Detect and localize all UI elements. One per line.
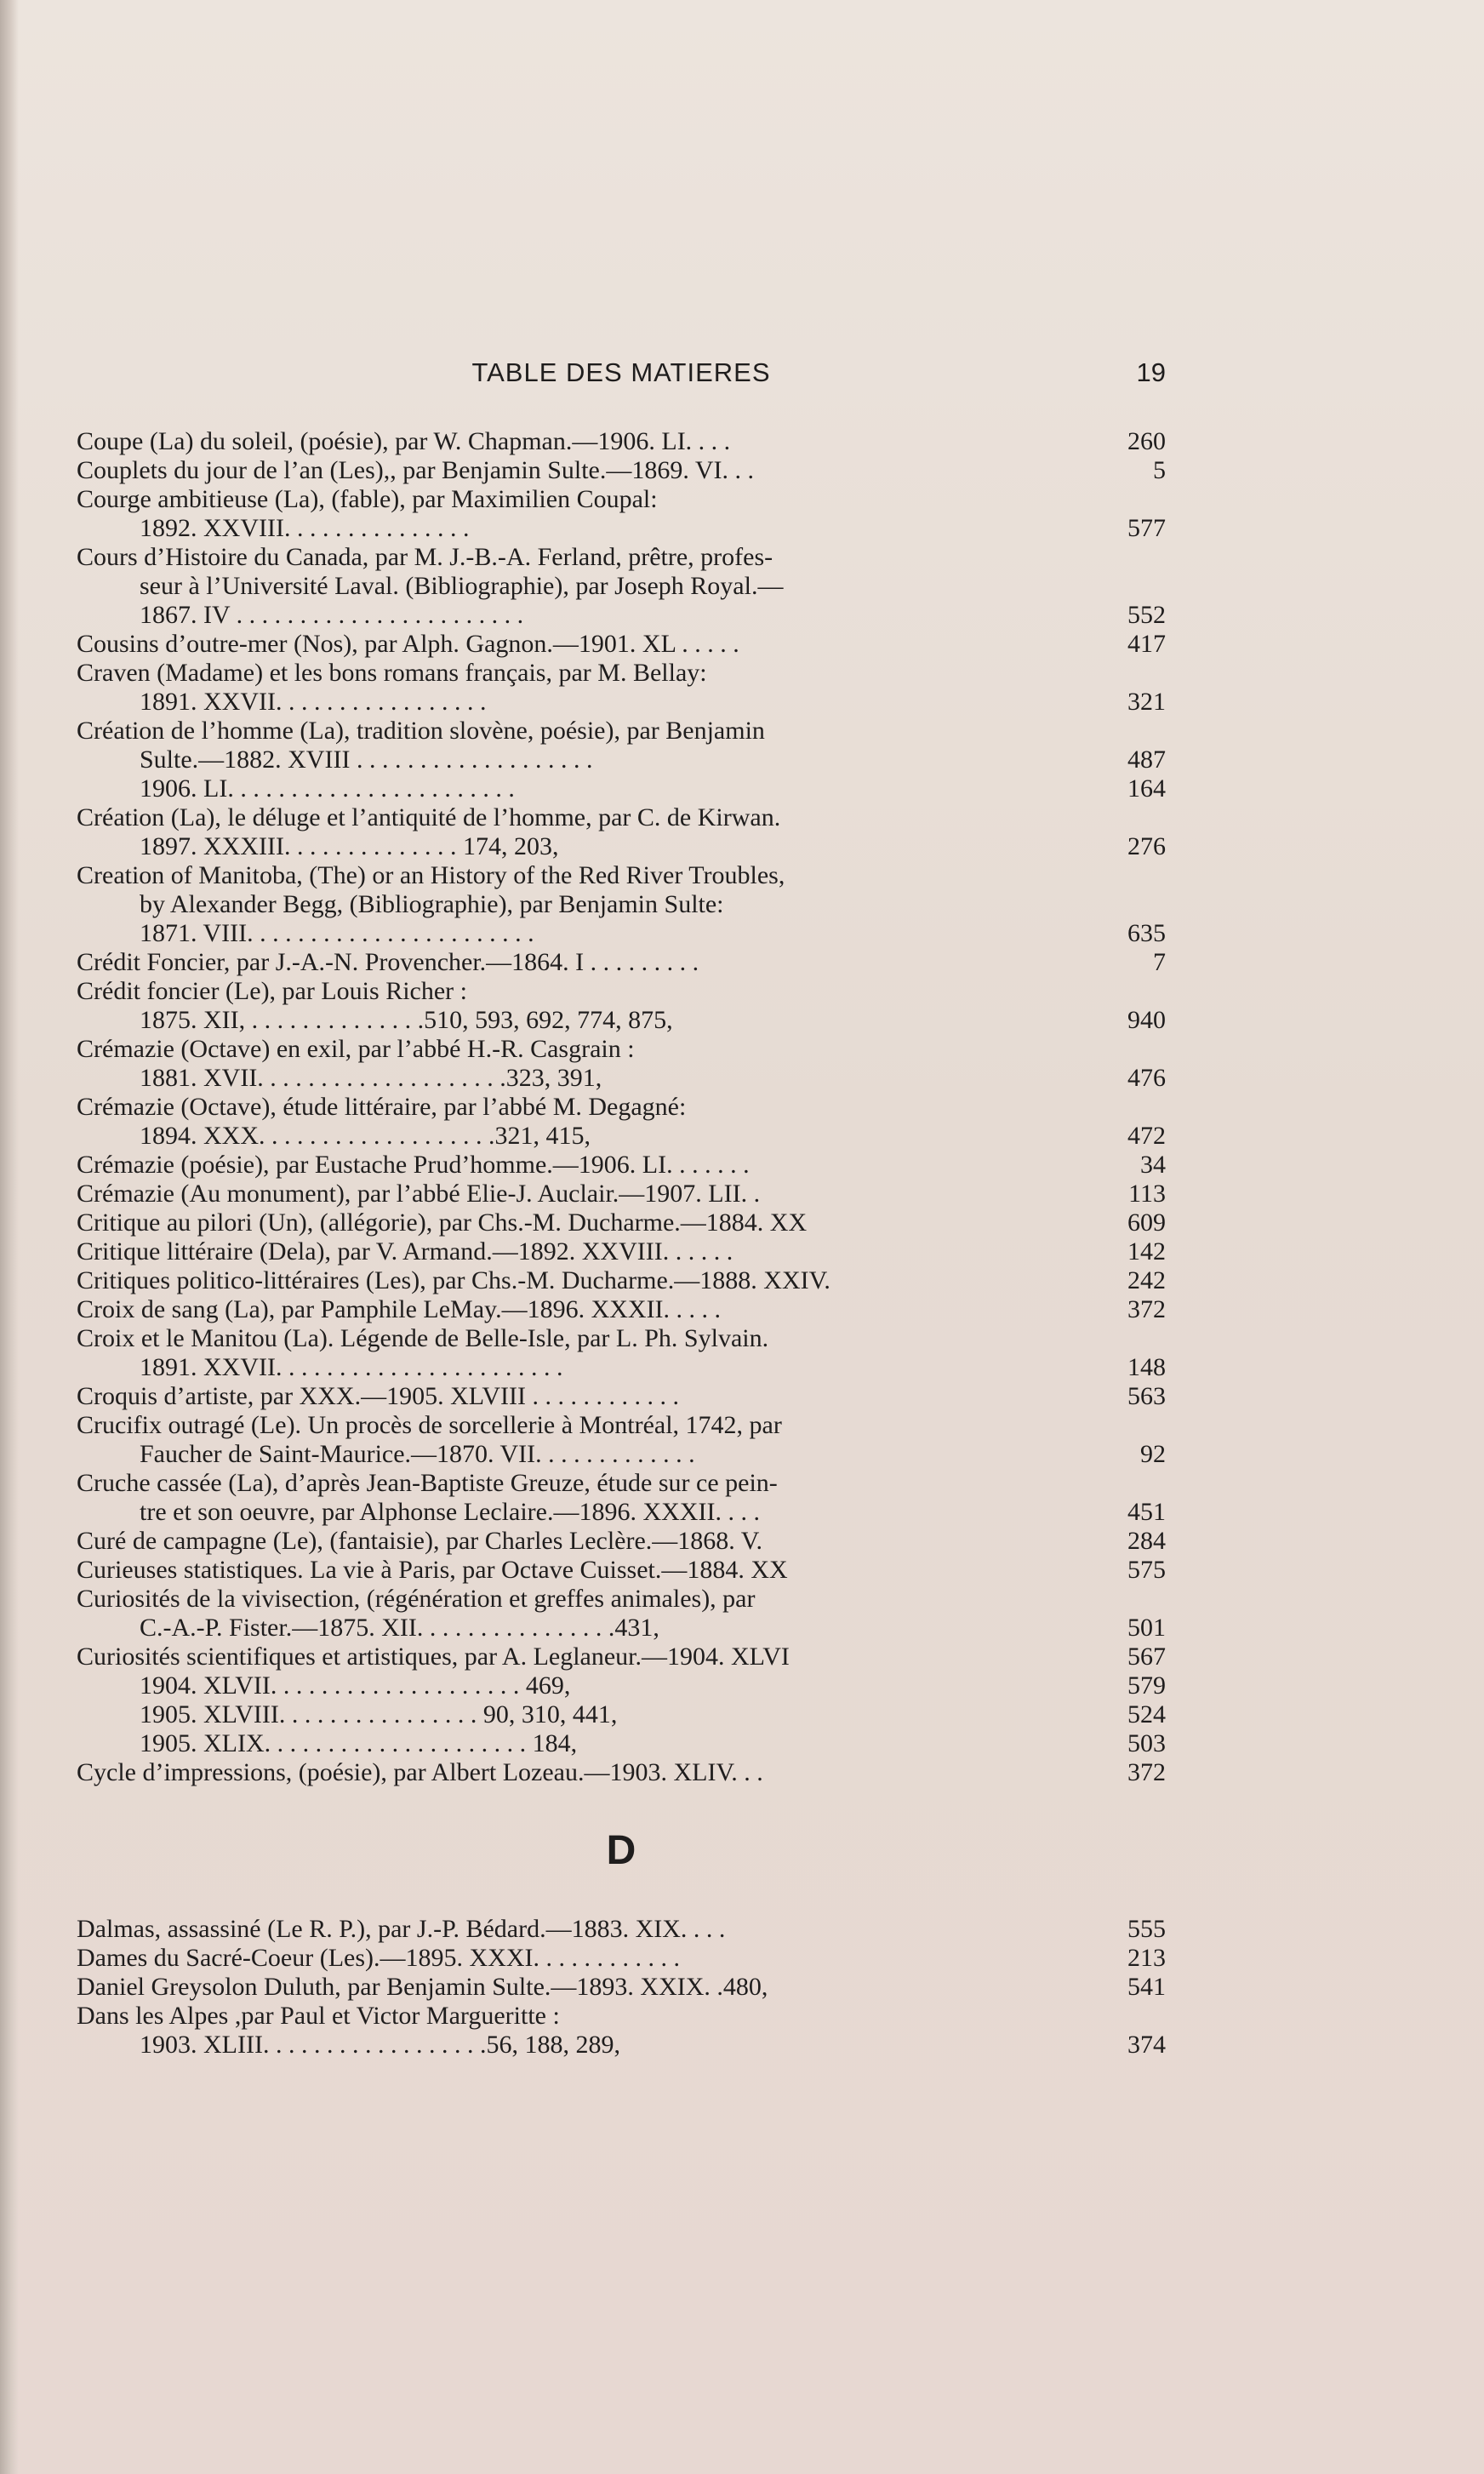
- index-entry: [77, 659, 1166, 717]
- index-entry: [77, 803, 1166, 861]
- index-entry-line: [77, 572, 1166, 601]
- index-entry: [77, 1973, 1166, 2002]
- index-entry: [77, 1527, 1166, 1556]
- running-title: TABLE DES MATIERES: [471, 357, 771, 387]
- index-entry: [77, 1382, 1166, 1411]
- entry-page-number: 524: [1127, 1700, 1166, 1728]
- index-entry-line: [77, 1614, 1166, 1643]
- index-entry-line: [77, 803, 1166, 832]
- entry-page-number: 260: [1127, 427, 1166, 455]
- entry-page-number: 5: [1153, 456, 1166, 484]
- index-entry: [77, 1237, 1166, 1266]
- index-entry-line: [77, 1035, 1166, 1064]
- index-entry: [77, 1324, 1166, 1382]
- index-entry: [77, 1295, 1166, 1324]
- entry-text: Curieuses statistiques. La vie à Paris, par Octave Cuisset.—1884. XX: [77, 1556, 788, 1584]
- entry-page-number: 552: [1127, 601, 1166, 629]
- entry-text: Croix de sang (La), par Pamphile LeMay.—1896. XXXII. . . . .: [77, 1295, 722, 1323]
- index-entry-line: [77, 1382, 1166, 1411]
- page-header: [77, 357, 1166, 398]
- index-entry: [77, 1585, 1166, 1643]
- index-entry-line: [77, 1498, 1166, 1527]
- entry-page-number: 374: [1127, 2031, 1166, 2059]
- entry-page-number: 501: [1127, 1614, 1166, 1642]
- index-entry: [77, 1411, 1166, 1469]
- entry-text: Croix et le Manitou (La). Légende de Belle-Isle, par L. Ph. Sylvain.: [77, 1324, 769, 1352]
- index-entry: [77, 1556, 1166, 1585]
- entry-text: 1906. LI. . . . . . . . . . . . . . . . . . . . . . .: [140, 774, 515, 803]
- entry-text: Crémazie (Au monument), par l’abbé Elie-J. Auclair.—1907. LII. .: [77, 1180, 761, 1208]
- index-entry-line: [77, 1440, 1166, 1469]
- index-entry: [77, 1151, 1166, 1180]
- index-entry-line: [77, 659, 1166, 688]
- entry-page-number: 34: [1140, 1151, 1166, 1179]
- entry-page-number: 372: [1127, 1295, 1166, 1323]
- index-entry: [77, 1944, 1166, 1973]
- index-entry: [77, 1035, 1166, 1093]
- entry-text: Crémazie (Octave) en exil, par l’abbé H.-R. Casgrain :: [77, 1035, 635, 1063]
- index-entry: [77, 485, 1166, 543]
- index-entry-line: [77, 977, 1166, 1006]
- index-entry-line: [77, 1915, 1166, 1944]
- entry-page-number: 541: [1127, 1973, 1166, 2001]
- entry-page-number: 563: [1127, 1382, 1166, 1410]
- index-entry-line: [77, 1671, 1166, 1700]
- entry-page-number: 372: [1127, 1758, 1166, 1786]
- entry-text: 1891. XXVII. . . . . . . . . . . . . . . . . . . . . . .: [140, 1353, 563, 1381]
- entry-page-number: 451: [1127, 1498, 1166, 1526]
- entry-text: Couplets du jour de l’an (Les),, par Benjamin Sulte.—1869. VI. . .: [77, 456, 754, 484]
- entry-text: Crucifix outragé (Le). Un procès de sorcellerie à Montréal, 1742, par: [77, 1411, 782, 1439]
- entry-page-number: 635: [1127, 919, 1166, 947]
- entry-text: Crémazie (poésie), par Eustache Prud’homme.—1906. LI. . . . . . .: [77, 1151, 750, 1179]
- entry-page-number: 575: [1127, 1556, 1166, 1584]
- entry-text: Crédit Foncier, par J.-A.-N. Provencher.—1864. I . . . . . . . . .: [77, 948, 699, 976]
- entry-text: Cruche cassée (La), d’après Jean-Baptiste Greuze, étude sur ce pein-: [77, 1469, 778, 1497]
- index-entry-line: [77, 1006, 1166, 1035]
- index-entry: [77, 1915, 1166, 1944]
- index-entry-line: [77, 890, 1166, 919]
- entry-page-number: 503: [1127, 1729, 1166, 1757]
- entry-text: Courge ambitieuse (La), (fable), par Maximilien Coupal:: [77, 485, 658, 513]
- index-entry-line: [77, 2002, 1166, 2031]
- index-entry-line: [77, 1944, 1166, 1973]
- index-entry-line: [77, 1295, 1166, 1324]
- index-entry-line: [77, 1729, 1166, 1758]
- index-entry: [77, 1093, 1166, 1151]
- entry-text: 1892. XXVIII. . . . . . . . . . . . . . .: [140, 514, 470, 542]
- entry-text: Coupe (La) du soleil, (poésie), par W. Chapman.—1906. LI. . . .: [77, 427, 731, 455]
- index-entry-line: [77, 1527, 1166, 1556]
- index-entry-line: [77, 2031, 1166, 2060]
- index-entry: [77, 1266, 1166, 1295]
- index-entry-line: [77, 543, 1166, 572]
- entry-page-number: 148: [1127, 1353, 1166, 1381]
- index-entry: [77, 1758, 1166, 1787]
- entry-page-number: 476: [1127, 1064, 1166, 1092]
- index-entry-line: [77, 485, 1166, 514]
- entry-page-number: 487: [1127, 746, 1166, 774]
- entry-text: 1903. XLIII. . . . . . . . . . . . . . . . . .56, 188, 289,: [140, 2031, 620, 2059]
- entry-text: Curé de campagne (Le), (fantaisie), par Charles Leclère.—1868. V.: [77, 1527, 763, 1555]
- index-entry: [77, 977, 1166, 1035]
- entry-text: 1905. XLVIII. . . . . . . . . . . . . . . . 90, 310, 441,: [140, 1700, 618, 1728]
- index-entry: [77, 427, 1166, 456]
- index-entry: [77, 948, 1166, 977]
- index-entry-line: [77, 861, 1166, 890]
- entry-text: Création de l’homme (La), tradition slovène, poésie), par Benjamin: [77, 717, 765, 745]
- entry-page-number: 92: [1140, 1440, 1166, 1468]
- index-entry-line: [77, 1556, 1166, 1585]
- entry-text: Curiosités scientifiques et artistiques, par A. Leglaneur.—1904. XLVI: [77, 1643, 790, 1671]
- entry-page-number: 609: [1127, 1208, 1166, 1237]
- entry-text: Crédit foncier (Le), par Louis Richer :: [77, 977, 467, 1005]
- index-entry-line: [77, 1151, 1166, 1180]
- entry-text: Critique littéraire (Dela), par V. Armand.—1892. XXVIII. . . . . .: [77, 1237, 733, 1266]
- entry-text: 1904. XLVII. . . . . . . . . . . . . . . . . . . . 469,: [140, 1671, 571, 1700]
- section-letter-d: D: [606, 1828, 636, 1873]
- entry-text: Dames du Sacré-Coeur (Les).—1895. XXXI. . . . . . . . . . . .: [77, 1944, 681, 1972]
- entry-page-number: 276: [1127, 832, 1166, 860]
- index-entry: [77, 2002, 1166, 2060]
- index-entry: [77, 1469, 1166, 1527]
- entry-page-number: 579: [1127, 1671, 1166, 1700]
- entry-page-number: 555: [1127, 1915, 1166, 1943]
- index-entry-line: [77, 1122, 1166, 1151]
- entry-text: Critiques politico-littéraires (Les), par Chs.-M. Ducharme.—1888. XXIV.: [77, 1266, 830, 1294]
- index-entry-line: [77, 1643, 1166, 1671]
- entry-text: Daniel Greysolon Duluth, par Benjamin Sulte.—1893. XXIX. .480,: [77, 1973, 768, 2001]
- entry-text: 1871. VIII. . . . . . . . . . . . . . . . . . . . . . .: [140, 919, 534, 947]
- entry-text: 1867. IV . . . . . . . . . . . . . . . . . . . . . . .: [140, 601, 524, 629]
- index-entry-line: [77, 774, 1166, 803]
- entry-page-number: 113: [1128, 1180, 1166, 1208]
- entry-page-number: 567: [1127, 1643, 1166, 1671]
- entry-text: tre et son oeuvre, par Alphonse Leclaire.—1896. XXXII. . . .: [140, 1498, 760, 1526]
- entry-page-number: 213: [1127, 1944, 1166, 1972]
- entry-text: 1905. XLIX. . . . . . . . . . . . . . . . . . . . . 184,: [140, 1729, 578, 1757]
- book-spine-shadow: [0, 0, 19, 2474]
- entry-text: Critique au pilori (Un), (allégorie), par Chs.-M. Ducharme.—1884. XX: [77, 1208, 808, 1237]
- index-entry: [77, 1643, 1166, 1758]
- entry-text: Crémazie (Octave), étude littéraire, par l’abbé M. Degagné:: [77, 1093, 687, 1121]
- index-entry-line: [77, 456, 1166, 485]
- index-entry: [77, 630, 1166, 659]
- entry-page-number: 164: [1127, 774, 1166, 803]
- entry-text: C.-A.-P. Fister.—1875. XII. . . . . . . . . . . . . . . .431,: [140, 1614, 659, 1642]
- index-entry-line: [77, 1411, 1166, 1440]
- index-entry-line: [77, 832, 1166, 861]
- entry-page-number: 242: [1127, 1266, 1166, 1294]
- entry-page-number: 321: [1127, 688, 1166, 716]
- entry-text: Faucher de Saint-Maurice.—1870. VII. . . . . . . . . . . . .: [140, 1440, 695, 1468]
- index-entry-line: [77, 1266, 1166, 1295]
- index-entry-line: [77, 1180, 1166, 1208]
- entry-text: Cousins d’outre-mer (Nos), par Alph. Gagnon.—1901. XL . . . . .: [77, 630, 739, 658]
- index-entry-line: [77, 919, 1166, 948]
- index-entry: [77, 717, 1166, 803]
- index-entry-line: [77, 1353, 1166, 1382]
- entry-page-number: 577: [1127, 514, 1166, 542]
- entry-text: Creation of Manitoba, (The) or an History of the Red River Troubles,: [77, 861, 785, 889]
- entry-page-number: 142: [1127, 1237, 1166, 1266]
- entry-text: seur à l’Université Laval. (Bibliographie), par Joseph Royal.—: [140, 572, 784, 600]
- index-entry-line: [77, 717, 1166, 746]
- entry-text: Dans les Alpes ,par Paul et Victor Margueritte :: [77, 2002, 560, 2030]
- entry-text: Croquis d’artiste, par XXX.—1905. XLVIII . . . . . . . . . . . .: [77, 1382, 679, 1410]
- entry-text: Craven (Madame) et les bons romans français, par M. Bellay:: [77, 659, 707, 687]
- entry-page-number: 417: [1127, 630, 1166, 658]
- index-entry: [77, 861, 1166, 948]
- index-entry-line: [77, 1208, 1166, 1237]
- index-entry-line: [77, 688, 1166, 717]
- index-entry-line: [77, 948, 1166, 977]
- index-body: [77, 427, 1166, 2060]
- index-entry-line: [77, 514, 1166, 543]
- page-number: 19: [1136, 357, 1166, 387]
- index-entry-line: [77, 1469, 1166, 1498]
- index-entry-line: [77, 601, 1166, 630]
- entry-text: 1875. XII, . . . . . . . . . . . . . .510, 593, 692, 774, 875,: [140, 1006, 673, 1034]
- entry-text: 1891. XXVII. . . . . . . . . . . . . . . . .: [140, 688, 487, 716]
- index-entry-line: [77, 1700, 1166, 1729]
- index-entry-line: [77, 1093, 1166, 1122]
- entry-text: by Alexander Begg, (Bibliographie), par Benjamin Sulte:: [140, 890, 724, 918]
- entry-text: Création (La), le déluge et l’antiquité de l’homme, par C. de Kirwan.: [77, 803, 781, 831]
- entry-page-number: 940: [1127, 1006, 1166, 1034]
- entry-text: Sulte.—1882. XVIII . . . . . . . . . . . . . . . . . . .: [140, 746, 593, 774]
- index-entry: [77, 1180, 1166, 1208]
- index-entry-line: [77, 1973, 1166, 2002]
- entry-text: Curiosités de la vivisection, (régénération et greffes animales), par: [77, 1585, 756, 1613]
- entry-page-number: 472: [1127, 1122, 1166, 1150]
- entry-page-number: 7: [1153, 948, 1166, 976]
- index-entry: [77, 1208, 1166, 1237]
- entry-text: Dalmas, assassiné (Le R. P.), par J.-P. Bédard.—1883. XIX. . . .: [77, 1915, 726, 1943]
- entry-page-number: 284: [1127, 1527, 1166, 1555]
- index-section-d: [77, 1915, 1166, 2060]
- entry-text: 1881. XVII. . . . . . . . . . . . . . . . . . . .323, 391,: [140, 1064, 602, 1092]
- entry-text: Cycle d’impressions, (poésie), par Albert Lozeau.—1903. XLIV. . .: [77, 1758, 763, 1786]
- index-entry-line: [77, 746, 1166, 774]
- index-entry: [77, 456, 1166, 485]
- index-section-c: [77, 427, 1166, 1787]
- index-entry: [77, 543, 1166, 630]
- entry-text: 1894. XXX. . . . . . . . . . . . . . . . . . .321, 415,: [140, 1122, 591, 1150]
- index-entry-line: [77, 630, 1166, 659]
- entry-text: Cours d’Histoire du Canada, par M. J.-B.-A. Ferland, prêtre, profes-: [77, 543, 773, 571]
- index-entry-line: [77, 427, 1166, 456]
- index-entry-line: [77, 1758, 1166, 1787]
- index-entry-line: [77, 1237, 1166, 1266]
- index-entry-line: [77, 1585, 1166, 1614]
- entry-text: 1897. XXXIII. . . . . . . . . . . . . . 174, 203,: [140, 832, 559, 860]
- index-entry-line: [77, 1324, 1166, 1353]
- index-entry-line: [77, 1064, 1166, 1093]
